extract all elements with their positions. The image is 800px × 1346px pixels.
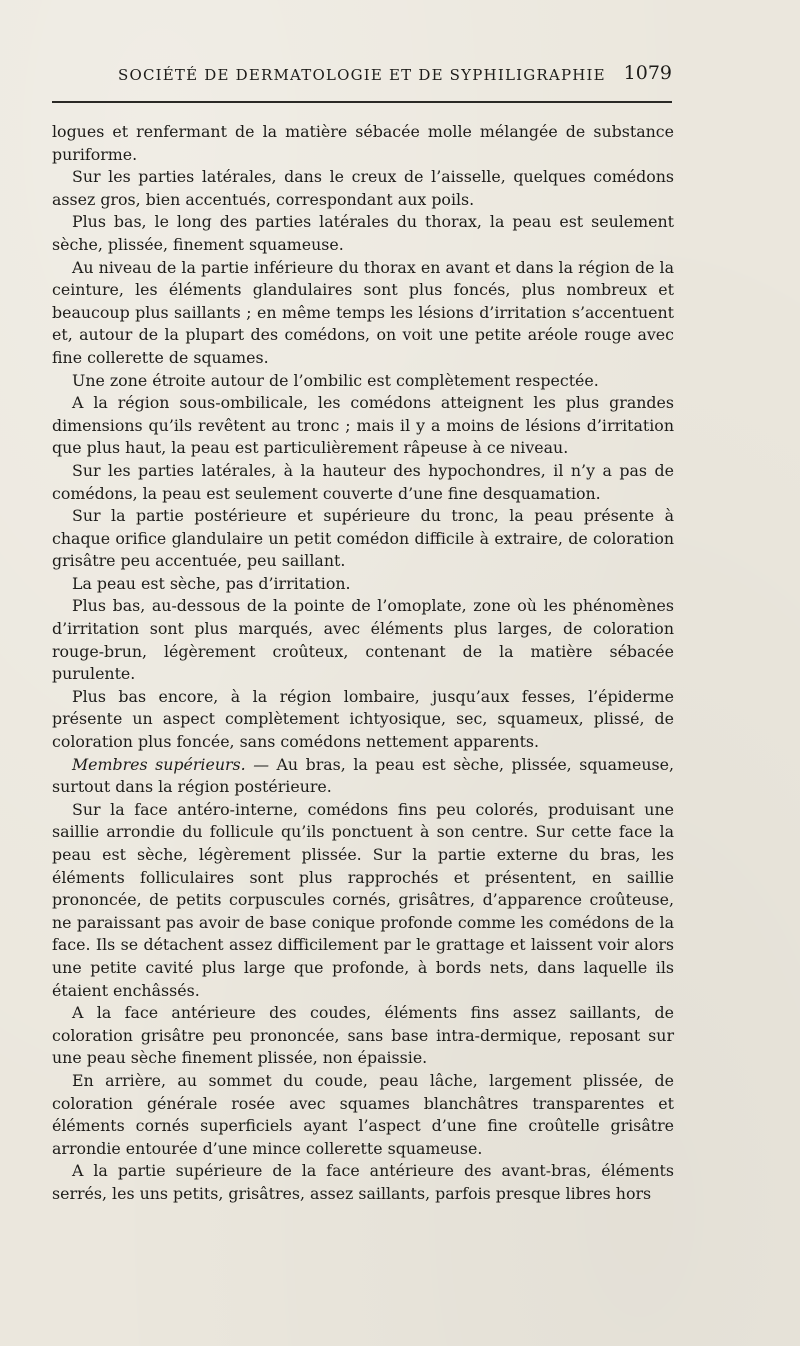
- paragraph: En arrière, au sommet du coude, peau lâche, largement plissée, de coloration générale rosée avec squames blanchâtres transparentes et éléments cornés superficiels ayant l’aspect d’une fine croûtelle grisâtre arrondie entourée d’une mince collerette squameuse.: [52, 1070, 674, 1158]
- section-label: Membres supérieurs. —: [72, 754, 269, 774]
- paragraph: logues et renfermant de la matière sébacée molle mélangée de substance puriforme.: [52, 122, 674, 164]
- paragraph: A la face antérieure des coudes, éléments fins assez saillants, de coloration grisâtre peu prononcée, sans base intra-dermique, reposant sur une peau sèche finement plissée, non épaissie.: [52, 1003, 674, 1068]
- paragraph: Une zone étroite autour de l’ombilic est complètement respectée.: [72, 370, 599, 390]
- paragraph: Sur les parties latérales, dans le creux de l’aisselle, quelques comédons assez gros, bien accentués, correspondant aux poils.: [52, 167, 674, 209]
- body-text: [52, 121, 674, 1206]
- paragraph: La peau est sèche, pas d’irritation.: [72, 573, 351, 593]
- page-header: [52, 62, 672, 92]
- running-head: SOCIÉTÉ DE DERMATOLOGIE ET DE SYPHILIGRAPHIE: [118, 66, 606, 84]
- paragraph: Plus bas, au-dessous de la pointe de l’omoplate, zone où les phénomènes d’irritation sont plus marqués, avec éléments plus larges, de coloration rouge-brun, légèrement croûteux, contenant de la matière sébacée purulente.: [52, 596, 674, 684]
- paragraph: Sur les parties latérales, à la hauteur des hypochondres, il n’y a pas de comédons, la peau est seulement couverte d’une fine desquamation.: [52, 460, 674, 503]
- paragraph: Au niveau de la partie inférieure du thorax en avant et dans la région de la ceinture, les éléments glandulaires sont plus foncés, plus nombreux et beaucoup plus saillants ; en même temps les lésions d’irritation s’accentuent et, autour de la plupart des comédons, on voit une petite aréole rouge avec fine collerette de squames.: [52, 257, 674, 367]
- paragraph-text: Au bras, la peau est sèche, plissée, squameuse, surtout dans la région postérieure.: [52, 754, 674, 797]
- paragraph-membres-superieurs: [52, 754, 674, 799]
- paragraph: A la partie supérieure de la face antérieure des avant-bras, éléments serrés, les uns petits, grisâtres, assez saillants, parfois presque libres hors: [52, 1161, 674, 1203]
- header-rule: [52, 101, 672, 103]
- paragraph: A la région sous-ombilicale, les comédons atteignent les plus grandes dimensions qu’ils revêtent au tronc ; mais il y a moins de lésions d’irritation que plus haut, la peau est particulièrement râpeuse à ce niveau.: [52, 393, 674, 458]
- paragraph: Sur la partie postérieure et supérieure du tronc, la peau présente à chaque orifice glandulaire un petit comédon difficile à extraire, de coloration grisâtre peu accentuée, peu saillant.: [52, 506, 674, 571]
- paragraph: Sur la face antéro-interne, comédons fins peu colorés, produisant une saillie arrondie du follicule qu’ils ponctuent à son centre. Sur cette face la peau est sèche, légèrement plissée. Sur la partie externe du bras, les éléments folliculaires sont plus rapprochés et présentent, en saillie prononcée, de petits corpuscules cornés, grisâtres, d’apparence croûteuse, ne paraissant pas avoir de base conique profonde comme les comédons de la face. Ils se détachent assez difficilement par le grattage et laissent voir alors une petite cavité plus large que profonde, à bords nets, dans laquelle ils étaient enchâssés.: [52, 799, 674, 1000]
- paragraph: Plus bas, le long des parties latérales du thorax, la peau est seulement sèche, plissée, finement squameuse.: [52, 212, 674, 254]
- page-number: 1079: [623, 62, 672, 84]
- paragraph: Plus bas encore, à la région lombaire, jusqu’aux fesses, l’épiderme présente un aspect complètement ichtyosique, sec, squameux, plissé, de coloration plus foncée, sans comédons nettement apparents.: [52, 686, 674, 752]
